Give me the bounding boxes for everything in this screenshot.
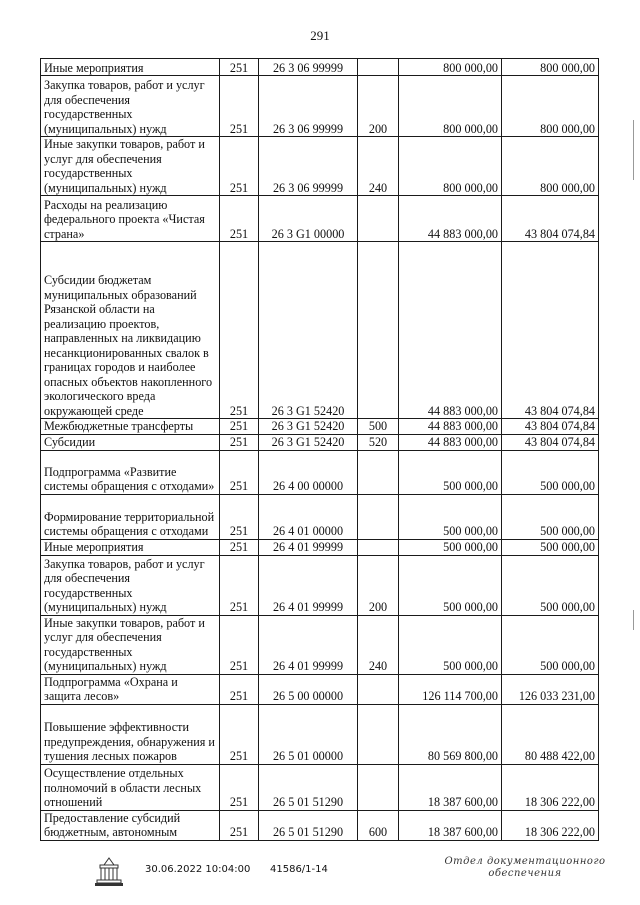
- row-vr-cell: 500: [358, 419, 399, 435]
- row-amount-1-cell: 500 000,00: [399, 450, 502, 494]
- row-name-cell: Формирование территориальной системы обращения с отходами: [41, 494, 220, 539]
- budget-table: [40, 58, 599, 841]
- department-stamp: [440, 856, 610, 880]
- row-amount-2-cell: 500 000,00: [502, 450, 599, 494]
- row-amount-1-cell: 800 000,00: [399, 76, 502, 137]
- footer-datetime: 30.06.2022 10:04:00: [145, 864, 251, 875]
- row-name-cell: Межбюджетные трансферты: [41, 419, 220, 435]
- row-amount-1-cell: 500 000,00: [399, 555, 502, 615]
- row-csr-cell: 26 5 00 00000: [259, 674, 358, 704]
- table-row: [41, 539, 599, 555]
- row-amount-1-cell: 44 883 000,00: [399, 242, 502, 419]
- row-vr-cell: [358, 450, 399, 494]
- row-name-cell: Подпрограмма «Развитие системы обращения с отходами»: [41, 450, 220, 494]
- row-vr-cell: 240: [358, 615, 399, 674]
- page-number: 291: [310, 28, 330, 43]
- row-amount-1-cell: 18 387 600,00: [399, 810, 502, 840]
- row-amount-2-cell: 43 804 074,84: [502, 434, 599, 450]
- row-amount-2-cell: 18 306 222,00: [502, 764, 599, 810]
- row-vr-cell: [358, 539, 399, 555]
- row-vr-cell: 200: [358, 555, 399, 615]
- row-csr-cell: 26 3 G1 52420: [259, 242, 358, 419]
- row-amount-1-cell: 800 000,00: [399, 59, 502, 76]
- row-amount-2-cell: 500 000,00: [502, 615, 599, 674]
- table-row: [41, 615, 599, 674]
- table-row: [41, 196, 599, 242]
- table-row: [41, 674, 599, 704]
- row-name-cell: Иные закупки товаров, работ и услуг для обеспечения государственных (муниципальных) нужд: [41, 137, 220, 196]
- table-row: [41, 494, 599, 539]
- row-name-cell: Субсидии бюджетам муниципальных образований Рязанской области на реализацию проектов, направленных на ликвидацию несанкционированных свалок в границах городов и наиболее опасных объектов накопленного экологического вреда окружающей среде: [41, 242, 220, 419]
- row-csr-cell: 26 4 01 99999: [259, 615, 358, 674]
- table-row: [41, 419, 599, 435]
- row-amount-1-cell: 126 114 700,00: [399, 674, 502, 704]
- row-name-cell: Иные мероприятия: [41, 59, 220, 76]
- row-amount-1-cell: 800 000,00: [399, 137, 502, 196]
- budget-table-body: [41, 59, 599, 841]
- row-name-cell: Повышение эффективности предупреждения, обнаружения и тушения лесных пожаров: [41, 704, 220, 764]
- row-amount-1-cell: 500 000,00: [399, 539, 502, 555]
- row-csr-cell: 26 4 00 00000: [259, 450, 358, 494]
- row-csr-cell: 26 5 01 51290: [259, 764, 358, 810]
- row-amount-2-cell: 126 033 231,00: [502, 674, 599, 704]
- table-row: [41, 242, 599, 419]
- row-code-cell: 251: [220, 76, 259, 137]
- table-row: [41, 137, 599, 196]
- row-csr-cell: 26 4 01 99999: [259, 555, 358, 615]
- row-amount-1-cell: 44 883 000,00: [399, 434, 502, 450]
- row-vr-cell: [358, 704, 399, 764]
- row-vr-cell: [358, 494, 399, 539]
- row-code-cell: 251: [220, 810, 259, 840]
- row-amount-1-cell: 80 569 800,00: [399, 704, 502, 764]
- row-code-cell: 251: [220, 494, 259, 539]
- row-amount-2-cell: 43 804 074,84: [502, 419, 599, 435]
- table-row: [41, 764, 599, 810]
- table-row: [41, 76, 599, 137]
- row-amount-2-cell: 43 804 074,84: [502, 242, 599, 419]
- row-vr-cell: [358, 764, 399, 810]
- row-amount-1-cell: 44 883 000,00: [399, 196, 502, 242]
- row-amount-2-cell: 800 000,00: [502, 76, 599, 137]
- row-csr-cell: 26 4 01 00000: [259, 494, 358, 539]
- row-code-cell: 251: [220, 59, 259, 76]
- row-name-cell: Предоставление субсидий бюджетным, автономным: [41, 810, 220, 840]
- row-name-cell: Подпрограмма «Охрана и защита лесов»: [41, 674, 220, 704]
- row-csr-cell: 26 4 01 99999: [259, 539, 358, 555]
- table-row: [41, 59, 599, 76]
- row-name-cell: Расходы на реализацию федерального проекта «Чистая страна»: [41, 196, 220, 242]
- row-amount-1-cell: 44 883 000,00: [399, 419, 502, 435]
- row-code-cell: 251: [220, 764, 259, 810]
- row-code-cell: 251: [220, 555, 259, 615]
- page-footer: [0, 856, 640, 896]
- row-name-cell: Субсидии: [41, 434, 220, 450]
- row-amount-2-cell: 80 488 422,00: [502, 704, 599, 764]
- scan-edge-mark: [633, 610, 634, 630]
- row-code-cell: 251: [220, 539, 259, 555]
- table-row: [41, 434, 599, 450]
- row-csr-cell: 26 5 01 51290: [259, 810, 358, 840]
- row-name-cell: Закупка товаров, работ и услуг для обеспечения государственных (муниципальных) нужд: [41, 76, 220, 137]
- row-name-cell: Иные мероприятия: [41, 539, 220, 555]
- row-vr-cell: 600: [358, 810, 399, 840]
- row-code-cell: 251: [220, 450, 259, 494]
- row-amount-1-cell: 500 000,00: [399, 615, 502, 674]
- footer-doc-number: 41586/1-14: [270, 864, 328, 875]
- stamp-line-1: Отдел документационного: [444, 856, 606, 867]
- row-code-cell: 251: [220, 704, 259, 764]
- row-csr-cell: 26 3 06 99999: [259, 76, 358, 137]
- row-amount-2-cell: 800 000,00: [502, 137, 599, 196]
- row-code-cell: 251: [220, 242, 259, 419]
- row-amount-2-cell: 500 000,00: [502, 539, 599, 555]
- row-vr-cell: [358, 196, 399, 242]
- row-vr-cell: 200: [358, 76, 399, 137]
- row-amount-2-cell: 500 000,00: [502, 494, 599, 539]
- row-csr-cell: 26 3 G1 52420: [259, 434, 358, 450]
- table-row: [41, 555, 599, 615]
- row-name-cell: Иные закупки товаров, работ и услуг для обеспечения государственных (муниципальных) нужд: [41, 615, 220, 674]
- row-amount-2-cell: 800 000,00: [502, 59, 599, 76]
- row-name-cell: Закупка товаров, работ и услуг для обеспечения государственных (муниципальных) нужд: [41, 555, 220, 615]
- row-vr-cell: 520: [358, 434, 399, 450]
- row-amount-2-cell: 500 000,00: [502, 555, 599, 615]
- row-code-cell: 251: [220, 674, 259, 704]
- row-code-cell: 251: [220, 419, 259, 435]
- emblem-logo-icon: [92, 856, 126, 888]
- row-vr-cell: [358, 242, 399, 419]
- row-vr-cell: [358, 59, 399, 76]
- row-csr-cell: 26 3 G1 00000: [259, 196, 358, 242]
- table-row: [41, 450, 599, 494]
- row-code-cell: 251: [220, 137, 259, 196]
- row-csr-cell: 26 3 G1 52420: [259, 419, 358, 435]
- row-vr-cell: 240: [358, 137, 399, 196]
- row-amount-2-cell: 43 804 074,84: [502, 196, 599, 242]
- row-code-cell: 251: [220, 615, 259, 674]
- stamp-line-2: обеспечения: [488, 868, 562, 879]
- table-row: [41, 704, 599, 764]
- row-name-cell: Осуществление отдельных полномочий в области лесных отношений: [41, 764, 220, 810]
- row-code-cell: 251: [220, 434, 259, 450]
- row-amount-1-cell: 18 387 600,00: [399, 764, 502, 810]
- row-csr-cell: 26 3 06 99999: [259, 137, 358, 196]
- row-amount-1-cell: 500 000,00: [399, 494, 502, 539]
- scan-edge-mark: [633, 120, 634, 180]
- row-csr-cell: 26 5 01 00000: [259, 704, 358, 764]
- row-csr-cell: 26 3 06 99999: [259, 59, 358, 76]
- row-amount-2-cell: 18 306 222,00: [502, 810, 599, 840]
- table-row: [41, 810, 599, 840]
- row-code-cell: 251: [220, 196, 259, 242]
- row-vr-cell: [358, 674, 399, 704]
